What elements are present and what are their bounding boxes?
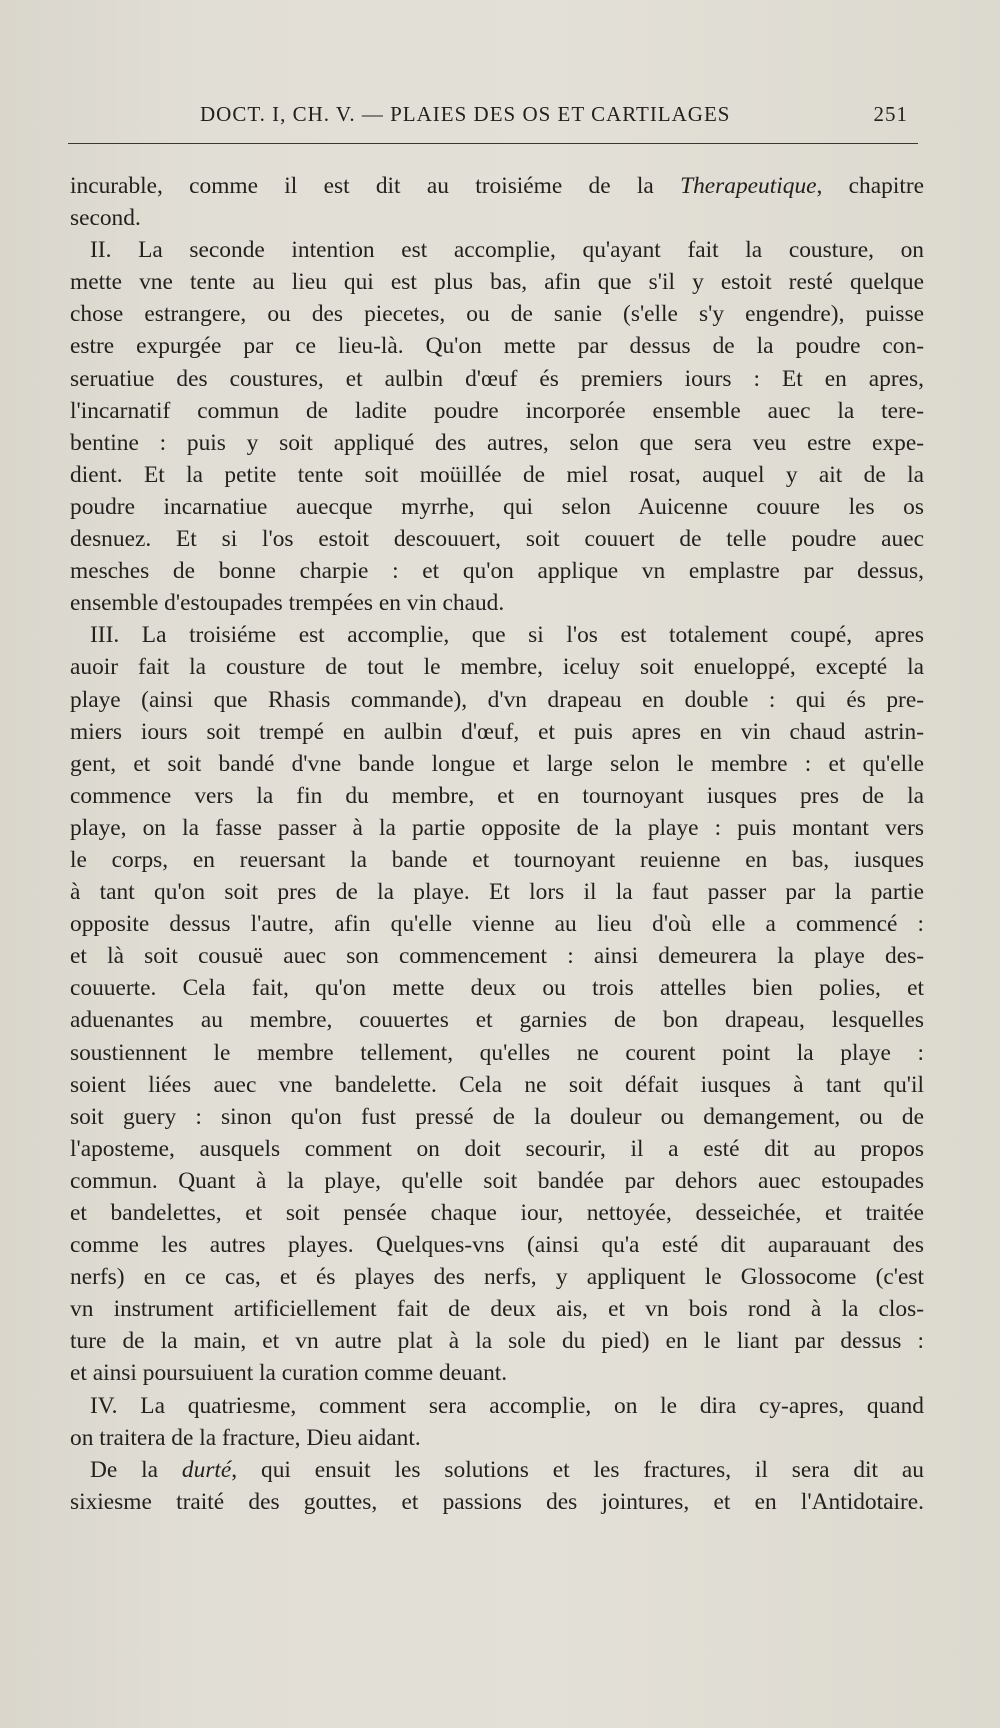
- text-line: playe (ainsi que Rhasis commande), d'vn drapeau en double : qui és pre-: [70, 686, 924, 713]
- header-rule: [68, 143, 918, 144]
- text-line: dient. Et la petite tente soit moüillée de miel rosat, auquel y ait de la: [70, 461, 924, 488]
- text-line: seruatiue des coustures, et aulbin d'œuf és premiers iours : Et en apres,: [70, 365, 924, 392]
- page-header: [70, 102, 918, 132]
- text-line: mette vne tente au lieu qui est plus bas, afin que s'il y estoit resté quelque: [70, 269, 924, 296]
- text-line: on traitera de la fracture, Dieu aidant.: [70, 1424, 421, 1451]
- text-line: estre expurgée par ce lieu-là. Qu'on mette par dessus de la poudre con-: [70, 333, 924, 360]
- paragraph-2: [70, 234, 924, 619]
- text-line: soient liées auec vne bandelette. Cela ne soit défait iusques à tant qu'il: [70, 1071, 924, 1098]
- text-line: mesches de bonne charpie : et qu'on applique vn emplastre par dessus,: [70, 558, 924, 585]
- running-title: DOCT. I, CH. V. — PLAIES DES OS ET CARTILAGES: [200, 102, 731, 126]
- paragraph-1: [70, 170, 924, 234]
- text-line: ensemble d'estoupades trempées en vin chaud.: [70, 590, 505, 617]
- text-run: , chapitre: [816, 173, 924, 199]
- text-line: soit guery : sinon qu'on fust pressé de la douleur ou demangement, ou de: [70, 1103, 924, 1130]
- text-line: III. La troisiéme est accomplie, que si l'os est totalement coupé, apres: [90, 622, 924, 649]
- text-line: couuerte. Cela fait, qu'on mette deux ou trois attelles bien polies, et: [70, 975, 924, 1002]
- text-line: poudre incarnatiue auecque myrrhe, qui selon Auicenne couure les os: [70, 493, 924, 520]
- text-line: l'incarnatif commun de ladite poudre incorporée ensemble auec la tere-: [70, 397, 924, 424]
- text-line: nerfs) en ce cas, et és playes des nerfs, y appliquent le Glossocome (c'est: [70, 1264, 924, 1291]
- text-line: desnuez. Et si l'os estoit descouuert, soit couuert de telle poudre auec: [70, 526, 924, 553]
- text-line: sixiesme traité des gouttes, et passions des jointures, et en l'Antidotaire.: [70, 1488, 924, 1515]
- paragraph-5: [70, 1454, 924, 1518]
- text-line: soustiennent le membre tellement, qu'elles ne courent point la playe :: [70, 1039, 924, 1066]
- text-line: le corps, en reuersant la bande et tournoyant reuienne en bas, iusques: [70, 846, 924, 873]
- text-run: De la: [90, 1456, 182, 1483]
- text-line: miers iours soit trempé en aulbin d'œuf, et puis apres en vin chaud astrin-: [70, 718, 924, 745]
- main-text: [70, 170, 924, 1518]
- text-line: commun. Quant à la playe, qu'elle soit bandée par dehors auec estoupades: [70, 1167, 924, 1194]
- italic-word: durté: [181, 1456, 232, 1483]
- text-run: , qui ensuit les solutions et les fractures, il sera dit au: [231, 1456, 924, 1483]
- italic-title: Therapeutique: [680, 173, 817, 199]
- text-line: aduenantes au membre, couuertes et garnies de bon drapeau, lesquelles: [70, 1007, 924, 1034]
- text-line: auoir fait la cousture de tout le membre, iceluy soit enueloppé, excepté la: [70, 654, 924, 681]
- text-line: playe, on la fasse passer à la partie opposite de la playe : puis montant vers: [70, 814, 924, 841]
- text-line: [70, 1454, 924, 1486]
- text-line: II. La seconde intention est accomplie, qu'ayant fait la cousture, on: [90, 237, 924, 264]
- text-line: l'aposteme, ausquels comment on doit secourir, il a esté dit au propos: [70, 1135, 924, 1162]
- paragraph-3: [70, 619, 924, 1389]
- text-line: et ainsi poursuiuent la curation comme deuant.: [70, 1360, 508, 1387]
- text-line: IV. La quatriesme, comment sera accomplie, on le dira cy-apres, quand: [90, 1392, 924, 1419]
- text-line: à tant qu'on soit pres de la playe. Et lors il la faut passer par la partie: [70, 879, 924, 906]
- text-run: incurable, comme il est dit au troisiéme de la: [70, 173, 681, 199]
- text-line: comme les autres playes. Quelques-vns (ainsi qu'a esté dit auparauant des: [70, 1232, 924, 1259]
- text-line: et bandelettes, et soit pensée chaque iour, nettoyée, desseichée, et traitée: [70, 1200, 924, 1226]
- text-line: opposite dessus l'autre, afin qu'elle vienne au lieu d'où elle a commencé :: [70, 911, 924, 938]
- text-line: vn instrument artificiellement fait de deux ais, et vn bois rond à la clos-: [70, 1296, 924, 1323]
- text-line: commence vers la fin du membre, et en tournoyant iusques pres de la: [70, 782, 924, 809]
- text-line: gent, et soit bandé d'vne bande longue et large selon le membre : et qu'elle: [70, 750, 924, 777]
- paragraph-4: [70, 1390, 924, 1454]
- text-line: ture de la main, et vn autre plat à la sole du pied) en le liant par dessus :: [70, 1328, 924, 1355]
- text-line: chose estrangere, ou des piecetes, ou de sanie (s'elle s'y engendre), puisse: [70, 301, 924, 328]
- text-line: second.: [70, 205, 141, 232]
- text-line: et là soit cousuë auec son commencement : ainsi demeurera la playe des-: [70, 943, 924, 970]
- page-number: 251: [873, 102, 908, 126]
- text-line: [70, 170, 924, 202]
- text-line: bentine : puis y soit appliqué des autres, selon que sera veu estre expe-: [70, 429, 924, 456]
